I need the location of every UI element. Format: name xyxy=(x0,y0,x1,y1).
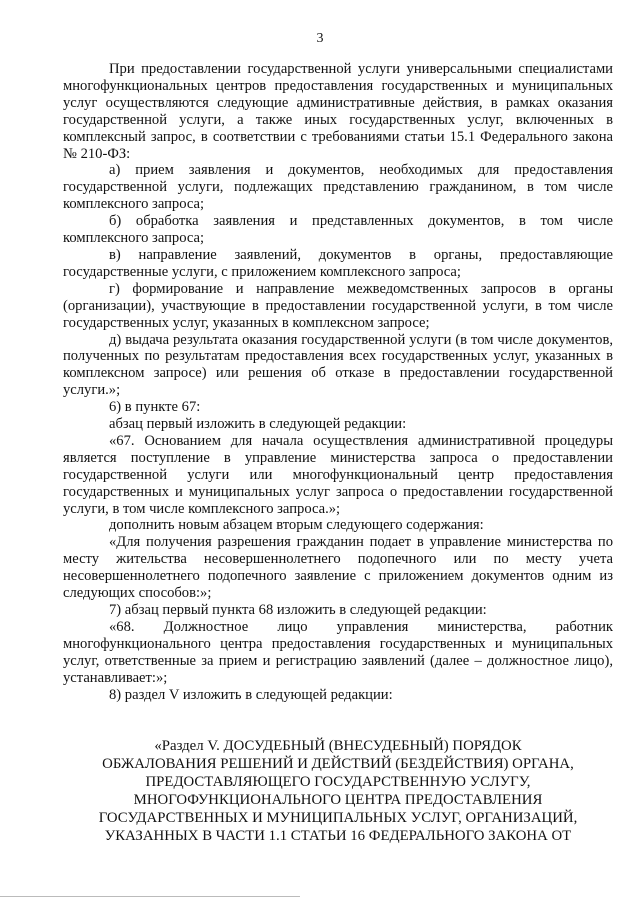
document-body xyxy=(63,61,613,703)
list-item-g: г) формирование и направление межведомственных запросов в органы (организации), участвующие в предоставлении государственной услуги, в том числе государственных услуг, указанных в комплексном запросе; xyxy=(63,280,613,331)
list-item-d: д) выдача результата оказания государственной услуги (в том числе документов, полученных по результатам предоставления всех государственных услуг, указанных в комплексном запросе) или решения об отказе в предоставлении государственной услуги.»; xyxy=(63,331,613,399)
section-heading-line: ГОСУДАРСТВЕННЫХ И МУНИЦИПАЛЬНЫХ УСЛУГ, ОРГАНИЗАЦИЙ, xyxy=(98,810,578,826)
list-item-a: а) прием заявления и документов, необходимых для предоставления государственной услуги, подлежащих представлению гражданином, в том числе комплексного запроса; xyxy=(63,162,613,213)
item-6-addition: дополнить новым абзацем вторым следующего содержания: xyxy=(109,517,484,534)
section-heading-line: МНОГОФУНКЦИОНАЛЬНОГО ЦЕНТРА ПРЕДОСТАВЛЕНИЯ xyxy=(133,792,543,808)
section-heading-line: УКАЗАННЫХ В ЧАСТИ 1.1 СТАТЬИ 16 ФЕДЕРАЛЬНОГО ЗАКОНА ОТ xyxy=(104,828,572,844)
section-heading-line: ОБЖАЛОВАНИЯ РЕШЕНИЙ И ДЕЙСТВИЙ (БЕЗДЕЙСТВИЯ) ОРГАНА, xyxy=(102,756,574,772)
section-heading-line: «Раздел V. ДОСУДЕБНЫЙ (ВНЕСУДЕБНЫЙ) ПОРЯДОК xyxy=(154,738,522,754)
item-7-heading: 7) абзац первый пункта 68 изложить в следующей редакции: xyxy=(109,602,487,618)
list-item-b: б) обработка заявления и представленных документов, в том числе комплексного запроса; xyxy=(63,213,613,247)
item-68-text: «68. Должностное лицо управления министерства, работник многофункционального центра предоставления государственных и муниципальных услуг, ответственные за прием и регистрацию заявлений (далее – должностное лицо), устанавливает:»; xyxy=(63,618,613,686)
list-item-v: в) направление заявлений, документов в органы, предоставляющие государственные услуги, с приложением комплексного запроса; xyxy=(63,246,613,280)
item-8-heading: 8) раздел V изложить в следующей редакции: xyxy=(109,686,393,703)
section-v-heading xyxy=(63,737,613,845)
footer-divider xyxy=(0,896,300,897)
item-6-heading: 6) в пункте 67: xyxy=(109,399,201,416)
page-number: 3 xyxy=(316,31,324,46)
item-67-text: «67. Основанием для начала осуществления административной процедуры является поступление в управление министерства запроса о предоставлении государственной услуги или многофункциональный центр предоставления государственных и муниципальных услуг запроса о предоставлении государственной услуги, в том числе комплексного запроса.»; xyxy=(63,432,613,517)
paragraph-intro: При предоставлении государственной услуги универсальными специалистами многофункциональных центров предоставления государственных и муниципальных услуг осуществляются следующие административные действия, в рамках оказания государственной услуги, а также иных государственных услуг, включенных в комплексный запрос, в соответствии с требованиями статьи 15.1 Федерального закона № 210-ФЗ: xyxy=(63,61,613,162)
item-6-added-paragraph: «Для получения разрешения гражданин подает в управление министерства по месту жительства несовершеннолетнего подопечного или по месту учета несовершеннолетнего подопечного заявление с приложением документов одним из следующих способов:»; xyxy=(63,534,613,602)
item-6-instruction: абзац первый изложить в следующей редакции: xyxy=(109,416,407,433)
section-heading-line: ПРЕДОСТАВЛЯЮЩЕГО ГОСУДАРСТВЕННУЮ УСЛУГУ, xyxy=(145,774,531,790)
